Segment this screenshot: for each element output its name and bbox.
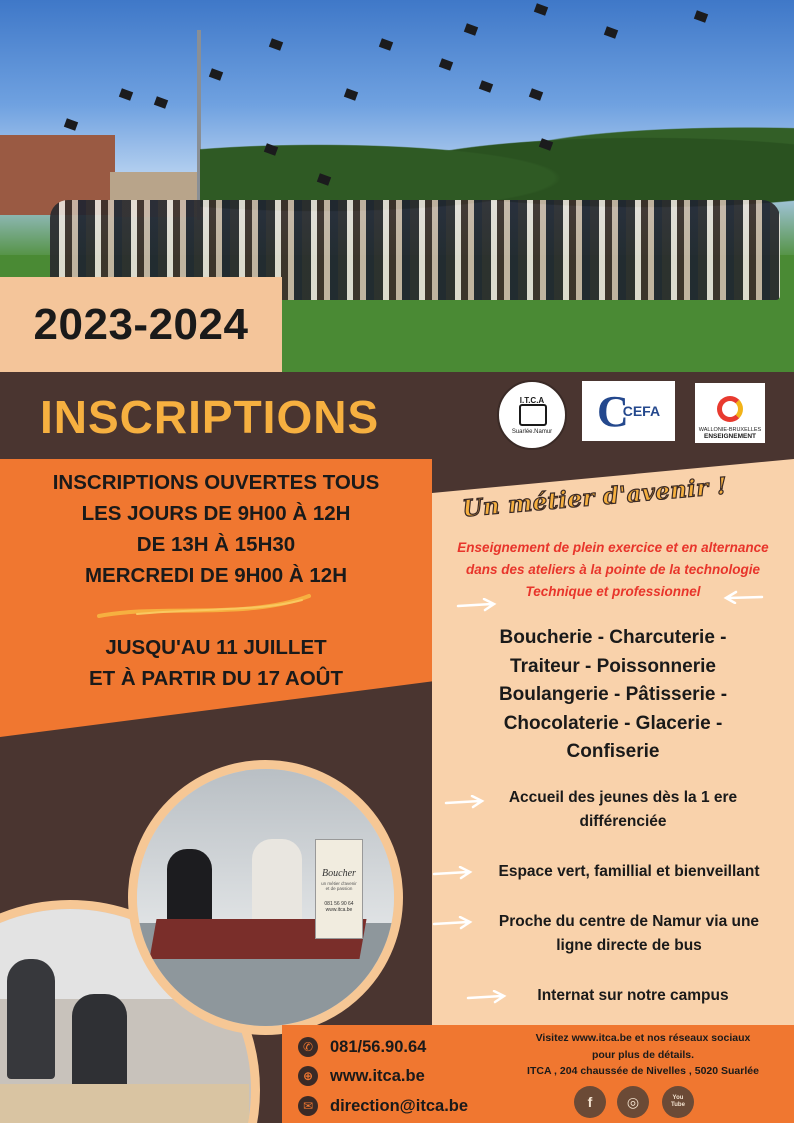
trade-line: Confiserie [566,741,660,762]
trade-line: Chocolaterie - Glacerie - [503,712,723,734]
itca-logo [497,380,567,450]
visit-line: Visitez www.itca.be et nos réseaux sociaux [535,1032,751,1044]
banner-phone: 081 56 90 64 [324,901,354,907]
graduation-cap-icon [64,118,78,131]
wbe-mark-icon [717,396,743,422]
page-title: INSCRIPTIONS [40,391,380,443]
trade-line: Boulangerie - Pâtisserie - [498,684,728,705]
registration-dates [0,632,432,694]
arrow-left-icon [722,590,764,604]
graduation-cap-icon [209,68,223,81]
feature-item [480,984,786,1008]
feature-line: Internat sur notre campus [537,987,729,1004]
banner-line: un métier d'avenir et de passion [321,881,357,891]
graduation-cap-icon [479,80,493,93]
hours-line: LES JOURS DE 9H00 À 12H [81,502,351,525]
pastry-bench [0,1084,249,1123]
wbe-logo [695,383,765,443]
itca-emblem-icon [519,404,547,426]
dates-line: ET À PARTIR DU 17 AOÛT [89,667,343,690]
contact-phone[interactable] [298,1037,426,1057]
phone-number: 081/56.90.64 [330,1037,427,1056]
feature-item [476,910,782,958]
banner-title: Boucher [322,868,356,879]
feature-item [476,860,782,884]
hours-line: MERCREDI DE 9H00 À 12H [84,564,347,587]
subtitle-line: Enseignement de plein exercice et en alternance [457,540,769,555]
phone-icon: ✆ [298,1037,318,1057]
trades-list [432,624,794,767]
visit-info [498,1030,788,1080]
trade-line: Traiteur - Poissonnerie [510,655,716,677]
cefa-logo-text: CEFA [622,403,661,419]
graduation-cap-icon [464,23,478,36]
youtube-icon[interactable] [662,1086,694,1118]
visit-line: pour plus de détails. [591,1048,695,1061]
globe-icon: ⊕ [298,1066,318,1086]
feature-line: ligne directe de bus [556,937,702,954]
arrow-right-icon [432,866,474,880]
facebook-glyph: f [587,1094,593,1110]
school-year: 2023-2024 [33,299,249,349]
website-link: www.itca.be [330,1066,425,1085]
graduation-cap-icon [269,38,283,51]
opening-hours [0,467,432,591]
feature-line: différenciée [579,813,667,830]
graduation-cap-icon [379,38,393,51]
swoosh-divider [97,590,312,620]
instagram-icon[interactable] [617,1086,649,1118]
roll-up-banner [315,839,363,939]
itca-logo-text: I.T.C.A [519,395,545,405]
banner-url: www.itca.be [325,907,353,913]
feature-line: Accueil des jeunes dès la 1 ere [508,789,738,806]
arrow-right-icon [432,916,474,930]
facebook-icon[interactable] [574,1086,606,1118]
feature-line: Proche du centre de Namur via une [498,913,760,930]
subtitle-line: dans des ateliers à la pointe de la technologie [465,562,761,577]
feature-item [470,786,776,834]
subtitle-line: Technique et professionnel [525,584,701,599]
address: ITCA , 204 chaussée de Nivelles , 5020 Suarlée [527,1065,759,1077]
year-box [0,277,282,372]
arrow-right-icon [456,598,498,612]
contact-email[interactable] [298,1096,468,1116]
youtube-glyph: You Tube [671,1095,685,1108]
email-link: direction@itca.be [330,1096,469,1115]
contact-website[interactable] [298,1066,425,1086]
graduation-cap-icon [344,88,358,101]
graduation-cap-icon [154,96,168,109]
graduation-cap-icon [534,3,548,16]
hours-line: DE 13H À 15H30 [136,533,296,556]
student-chef [7,959,55,1079]
trade-line: Boucherie - Charcuterie - [499,627,727,648]
wbe-logo-line1: WALLONIE-BRUXELLES [698,427,762,433]
graduation-cap-icon [119,88,133,101]
mail-icon: ✉ [298,1096,318,1116]
instagram-glyph: ◎ [626,1093,640,1110]
itca-logo-location: Suarlée.Namur [511,428,553,435]
hours-line: INSCRIPTIONS OUVERTES TOUS [52,471,380,494]
cefa-logo [582,381,675,441]
graduation-cap-icon [694,10,708,23]
wbe-logo-line2: ENSEIGNEMENT [703,433,756,440]
graduation-cap-icon [604,26,618,39]
butchery-photo [128,760,403,1035]
dates-line: JUSQU'AU 11 JUILLET [105,636,327,659]
cefa-logo-mark: C [596,386,629,436]
feature-line: Espace vert, famillial et bienveillant [498,863,760,880]
graduation-cap-icon [529,88,543,101]
graduation-cap-icon [439,58,453,71]
tagline: Un métier d'avenir ! [461,472,729,523]
